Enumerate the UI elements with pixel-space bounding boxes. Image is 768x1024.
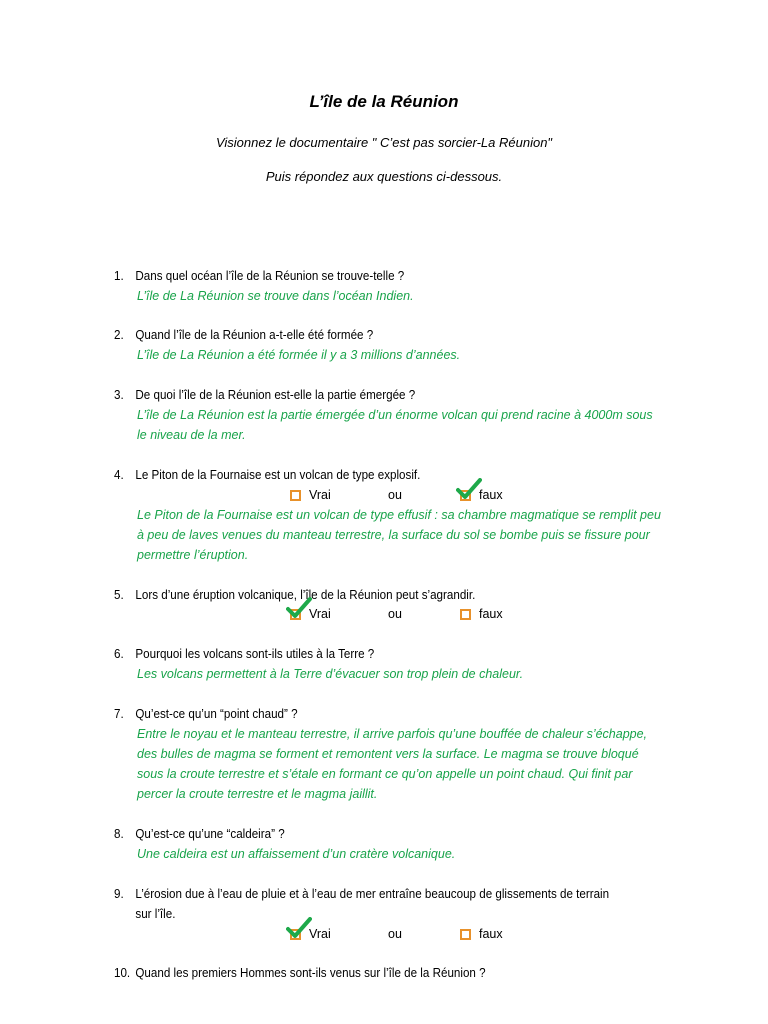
- question-text: Quand les premiers Hommes sont-ils venus sur l’île de la Réunion ?: [135, 966, 486, 980]
- answer-4-line-1: Le Piton de la Fournaise est un volcan de type effusif : sa chambre magmatique se remplit peu: [137, 508, 661, 522]
- question-text: De quoi l’île de la Réunion est-elle la partie émergée ?: [135, 388, 416, 402]
- faux-checkbox[interactable]: [460, 609, 471, 620]
- ou-label: ou: [388, 607, 402, 621]
- question-5: [114, 585, 644, 605]
- question-number: 5.: [114, 588, 124, 602]
- answer-7-line-2: des bulles de magma se forment et remontent vers la surface. Le magma se trouve bloqué: [137, 747, 639, 761]
- question-3: [114, 385, 644, 405]
- subtitle-instruction: Visionnez le documentaire " C’est pas sorcier-La Réunion": [215, 135, 553, 150]
- answer-4-line-3: permettre l’éruption.: [137, 548, 249, 562]
- vrai-label: Vrai: [309, 607, 331, 621]
- answer-1: L’île de La Réunion se trouve dans l’océan Indien.: [137, 289, 414, 303]
- question-7: [114, 704, 644, 724]
- answer-8: Une caldeira est un affaissement d’un cratère volcanique.: [137, 847, 456, 861]
- question-number: 6.: [114, 647, 124, 661]
- question-text-line-2: sur l’île.: [135, 907, 176, 921]
- page-title: L’île de la Réunion: [309, 92, 459, 111]
- faux-label: faux: [479, 927, 503, 941]
- question-number: 2.: [114, 328, 124, 342]
- ou-label: ou: [388, 488, 402, 502]
- question-text: Qu’est-ce qu’un “point chaud” ?: [135, 707, 298, 721]
- question-text: Le Piton de la Fournaise est un volcan de type explosif.: [135, 468, 421, 482]
- vrai-checkbox[interactable]: [290, 490, 301, 501]
- question-number: 8.: [114, 827, 124, 841]
- question-number: 1.: [114, 269, 124, 283]
- question-6: [114, 644, 644, 664]
- question-text: Qu’est-ce qu’une “caldeira” ?: [135, 827, 285, 841]
- subtitle-directive: Puis répondez aux questions ci-dessous.: [265, 169, 503, 184]
- question-text: Quand l’île de la Réunion a-t-elle été formée ?: [135, 328, 374, 342]
- question-number: 3.: [114, 388, 124, 402]
- question-10: [114, 963, 644, 983]
- answer-7-line-3: sous la croute terrestre et s’étale en formant ce qu’on appelle un point chaud. Qui finit par: [137, 767, 633, 781]
- question-number: 9.: [114, 887, 124, 901]
- faux-label: faux: [479, 488, 503, 502]
- answer-7-line-4: percer la croute terrestre et le magma jaillit.: [137, 787, 378, 801]
- question-text: Pourquoi les volcans sont-ils utiles à la Terre ?: [135, 647, 375, 661]
- question-text-line-1: L’érosion due à l’eau de pluie et à l’eau de mer entraîne beaucoup de glissements de terrain: [135, 887, 610, 901]
- question-text: Lors d’une éruption volcanique, l’île de la Réunion peut s’agrandir.: [135, 588, 476, 602]
- question-1: [114, 266, 644, 286]
- answer-7-line-1: Entre le noyau et le manteau terrestre, il arrive parfois qu’une bouffée de chaleur s’échappe,: [137, 727, 648, 741]
- faux-label: faux: [479, 607, 503, 621]
- question-number: 10.: [114, 966, 131, 980]
- ou-label: ou: [388, 927, 402, 941]
- question-number: 4.: [114, 468, 124, 482]
- vrai-label: Vrai: [309, 927, 331, 941]
- answer-3-line-1: L’île de La Réunion est la partie émergée d’un énorme volcan qui prend racine à 4000m sous: [137, 408, 653, 422]
- question-8: [114, 824, 644, 844]
- question-2: [114, 325, 644, 345]
- question-9: [114, 884, 644, 924]
- answer-4-line-2: à peu de laves venues du manteau terrestre, la surface du sol se bombe puis se fissure pour: [137, 528, 650, 542]
- vrai-label: Vrai: [309, 488, 331, 502]
- answer-2: L’île de La Réunion a été formée il y a 3 millions d’années.: [137, 348, 461, 362]
- answer-3-line-2: le niveau de la mer.: [137, 428, 246, 442]
- answer-6: Les volcans permettent à la Terre d’évacuer son trop plein de chaleur.: [137, 667, 524, 681]
- question-text: Dans quel océan l’île de la Réunion se trouve-telle ?: [135, 269, 405, 283]
- faux-checkbox[interactable]: [460, 929, 471, 940]
- question-4: [114, 465, 644, 485]
- question-number: 7.: [114, 707, 124, 721]
